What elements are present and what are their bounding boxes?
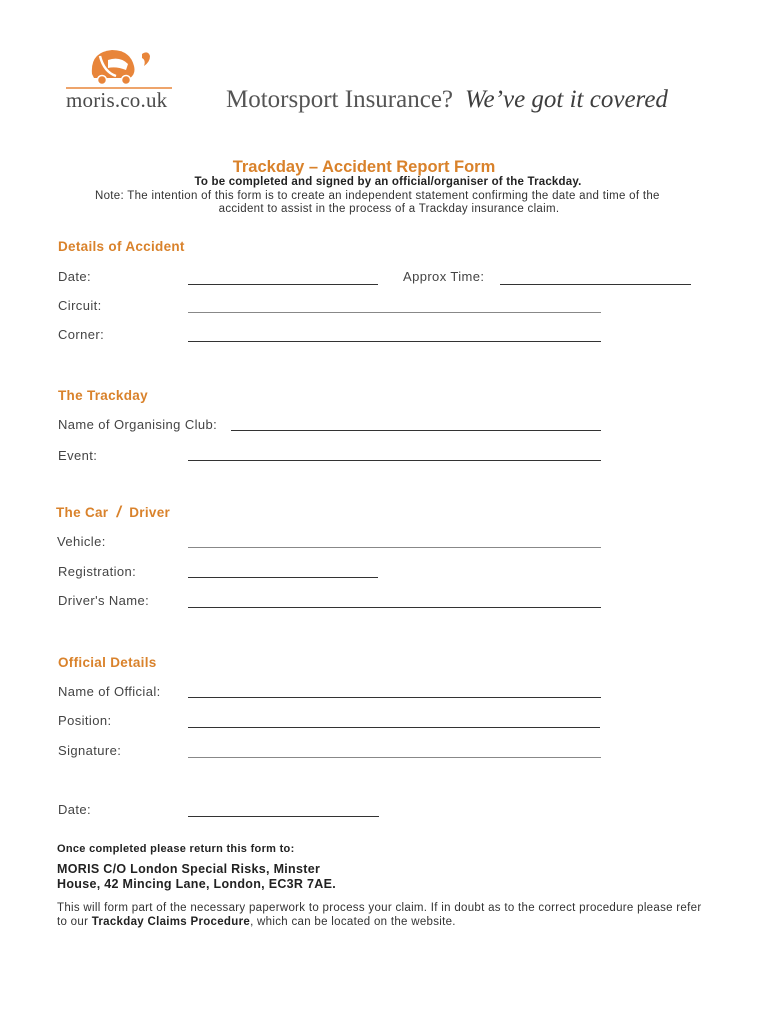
drivers-name-label: Driver's Name:: [58, 593, 150, 608]
note-line-2: accident to assist in the process of a Trackday insurance claim.: [218, 203, 560, 215]
section-heading-official: Official Details: [58, 655, 157, 670]
helmet-car-icon: [64, 44, 176, 94]
footer-text: [57, 901, 707, 929]
logo-text: moris.co.uk: [66, 88, 168, 112]
section-heading-trackday: The Trackday: [58, 388, 148, 403]
date-field[interactable]: [188, 284, 378, 285]
signature-label: Signature:: [58, 743, 122, 758]
name-of-official-field[interactable]: [188, 697, 601, 698]
form-subtitle: To be completed and signed by an official/organiser of the Trackday.: [194, 176, 582, 188]
date-label: Date:: [58, 269, 92, 284]
official-date-label: Date:: [58, 802, 92, 817]
circuit-field[interactable]: [188, 312, 601, 313]
heading-slash: /: [116, 504, 122, 521]
registration-field[interactable]: [188, 577, 378, 578]
corner-label: Corner:: [58, 327, 105, 342]
circuit-label: Circuit:: [58, 298, 102, 313]
vehicle-field[interactable]: [188, 547, 601, 548]
return-heading: Once completed please return this form to:: [57, 843, 295, 855]
tagline-answer: We’ve got it covered: [465, 86, 668, 113]
section-heading-accident: Details of Accident: [58, 239, 185, 254]
car-heading-text: The Car: [56, 505, 109, 520]
form-title: Trackday – Accident Report Form: [232, 158, 496, 176]
corner-field[interactable]: [188, 341, 601, 342]
tagline-question: Motorsport Insurance?: [226, 86, 454, 113]
return-address: [57, 862, 387, 892]
address-line-1: MORIS C/O London Special Risks, Minster: [57, 862, 321, 876]
event-field[interactable]: [188, 460, 601, 461]
position-field[interactable]: [188, 727, 600, 728]
tagline: [226, 86, 668, 114]
section-heading-car-driver: [56, 504, 170, 522]
note-line-1: Note: The intention of this form is to create an independent statement confirming the date and time of the: [95, 190, 660, 202]
footer-text-2: , which can be located on the website.: [250, 916, 456, 928]
name-of-official-label: Name of Official:: [58, 684, 161, 699]
signature-field[interactable]: [188, 757, 601, 758]
organising-club-field[interactable]: [231, 430, 601, 431]
approx-time-label: Approx Time:: [403, 269, 485, 284]
vehicle-label: Vehicle:: [57, 534, 106, 549]
approx-time-field[interactable]: [500, 284, 691, 285]
official-date-field[interactable]: [188, 816, 379, 817]
drivers-name-field[interactable]: [188, 607, 601, 608]
organising-club-label: Name of Organising Club:: [58, 417, 218, 432]
event-label: Event:: [58, 448, 98, 463]
claims-procedure-reference: Trackday Claims Procedure: [91, 916, 251, 928]
footer-text-1: This will form part of the necessary paperwork to process your claim. If in doubt as to the correct procedure please refer to our: [57, 902, 702, 928]
position-label: Position:: [58, 713, 112, 728]
driver-heading-text: Driver: [129, 505, 171, 520]
address-line-2: House, 42 Mincing Lane, London, EC3R 7AE.: [57, 877, 336, 891]
registration-label: Registration:: [58, 564, 137, 579]
